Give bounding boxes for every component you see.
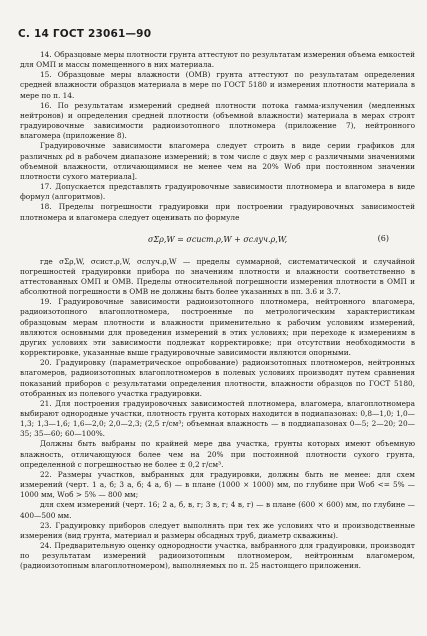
paragraph-21: 21. Для построения градуировочных зависимостей плотномера, влагомера, влагоплотномера выбирают однородные участки, плотность грунта которых находится в подиапазонах: 0,8—1,0; 1,0—1,3; 1,3—1,6; 1,6—2,0; 2,0—2,3; (2,5 г/см³; объемная влажность — в поддиапазонах 0—5; 2—20; 20—35; 35—60; 60—100%. (20, 398, 415, 439)
paragraph-19: 19. Градуировочные зависимости радиоизотопного плотномера, нейтронного влагомера, радиоизотопного влагоплотномера, построенные по метрологическим характеристикам образцовым мерам плотности и влажности применительно к рабочим условиям измерений, являются основными для проведения измерений в этих условиях; при переходе к измерениям в других условиях эти зависимости подлежат корректировке; при отсутствии необходимости в корректировке, указанные выше градуировочные зависимости являются опорными. (20, 297, 415, 358)
paragraph-23: 23. Градуировку приборов следует выполнять при тех же условиях что и производственные измерения (вид грунта, материал и размеры обсадных труб, диаметр скважины). (20, 520, 415, 540)
paragraph-18: 18. Пределы погрешности градуировки при построении градуировочных зависимостей плотномера и влагомера следует оценивать по формуле (20, 202, 415, 222)
paragraph-22-schemes: для схем измерений (черт. 16; 2 а, б, в, г; 3 в, г; 4 в, г) — в плане (600 × 600) мм, по глубине — 400—500 мм. (20, 500, 415, 520)
formula-number: (6) (377, 233, 389, 243)
paragraph-22: 22. Размеры участков, выбранных для градуировки, должны быть не менее: для схем измерений (черт. 1 а, б; 3 а, б; 4 а, б) — в плане (1000 × 1000) мм, по глубине при Wоб <= 5% — 1000 мм, Wоб > 5% — 800 мм; (20, 469, 415, 500)
paragraph-21-moisture: Должны быть выбраны по крайней мере два участка, грунты которых имеют объемную влажность, отличающуюся более чем на 20% при постоянной плотности сухого грунта, определенной с погрешностью не более ± 0,2 г/см³. (20, 439, 415, 469)
formula-expression: σΣρ,W = σсист.ρ,W + σслуч.ρ,W, (148, 234, 288, 244)
paragraph-24: 24. Предварительную оценку однородности участка, выбранного для градуировки, производят по результатам измерений радиоизотопным плотномером, нейтронным влагомером, (радиоизотопным влагоплотномером), выполняемых по п. 25 настоящего приложения. (20, 541, 415, 571)
paragraph-17: 17. Допускается представлять градуировочные зависимости плотномера и влагомера в виде формул (алгоритмов). (20, 182, 415, 202)
paragraph-16-calibration-series: Градуировочные зависимости влагомера следует строить в виде серии графиков для различных ρd в рабочем диапазоне измерений; в том числе с двух мер с различными значениями объемной влажности, отличающимися не менее чем на 20% Wоб при постоянном значении плотности сухого материала]. (20, 141, 415, 181)
page-header: С. 14 ГОСТ 23061—90 (18, 28, 152, 40)
paragraph-15: 15. Образцовые меры влажности (ОМВ) грунта аттестуют по результатам определения средней влажности образцов материала в мере по ГОСТ 5180 и измерения плотности материала в мере по п. 14. (20, 70, 415, 100)
paragraph-18-where: где σΣρ,W, σсист.ρ,W, σслуч.ρ,W — пределы суммарной, систематической и случайной погрешностей градуировки прибора по значениям плотности и влажности соответственно в аттестованных ОМП и ОМВ. Пределы относительной погрешности измерения плотности в ОМП и абсолютной погрешности в ОМВ не должны быть более указанных в пп. 3.6 и 3.7. (20, 256, 415, 297)
formula-6 (20, 225, 415, 255)
document-body (20, 50, 415, 572)
paragraph-20: 20. Градуировку (параметрическое опробование) радиоизотопных плотномеров, нейтронных влагомеров, радиоизотопных влагоплотномеров в полевых условиях производят путем сравнения показаний приборов с результатами определения плотности, влажности образцов по ГОСТ 5180, отобранных из полевого участка градуировки. (20, 358, 415, 398)
paragraph-14: 14. Образцовые меры плотности грунта аттестуют по результатам измерения объема емкостей для ОМП и массы помещенного в них материала. (20, 50, 415, 70)
paragraph-16: 16. По результатам измерений средней плотности потока гамма-излучения (медленных нейтронов) и определения средней плотности (объемной влажности) материала в мерах строят градуировочные зависимости радиоизотопного плотномера (приложение 7), нейтронного влагомера (приложение 8). (20, 100, 415, 141)
